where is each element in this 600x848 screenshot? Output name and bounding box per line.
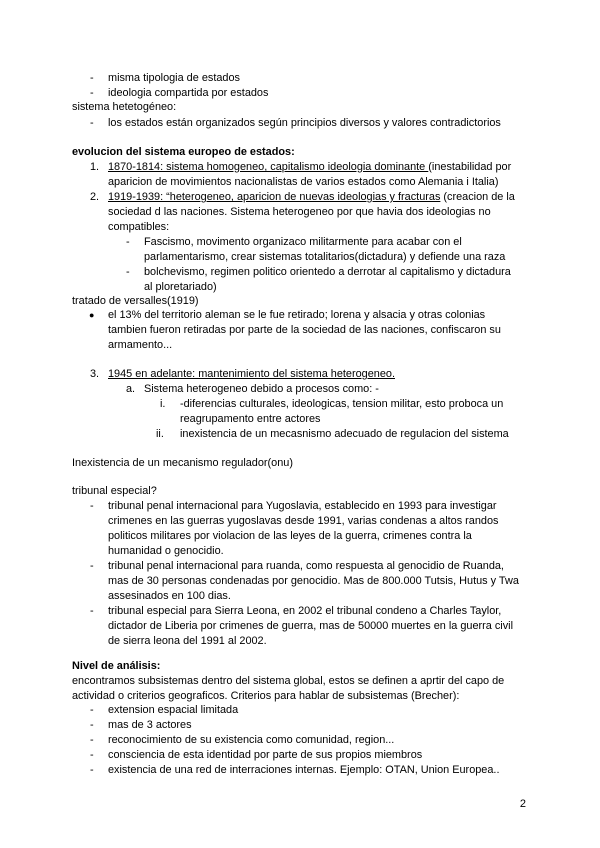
list-item-cont: humanidad o genocidio. bbox=[108, 545, 224, 557]
list-item: existencia de una red de interraciones internas. Ejemplo: OTAN, Union Europea.. bbox=[108, 764, 500, 776]
sub-item: Fascismo, movimento organizaco militarmente para acabar con el bbox=[144, 236, 462, 248]
dash-marker: - bbox=[90, 734, 94, 746]
underlined-text: 1919-1939: “heterogeneo, aparicion de nuevas ideologias y fracturas bbox=[108, 191, 441, 203]
section-heading: evolucion del sistema europeo de estados: bbox=[72, 146, 295, 158]
item-text: (creacion de la bbox=[440, 191, 515, 203]
roman-marker: i. bbox=[160, 398, 166, 410]
number-marker: 3. bbox=[90, 368, 100, 380]
dash-marker: - bbox=[90, 72, 94, 84]
sub-item: bolchevismo, regimen politico orientedo a derrotar al capitalismo y dictadura bbox=[144, 266, 511, 278]
underlined-text: 1945 en adelante: mantenimiento del sistema heterogeneo. bbox=[108, 368, 395, 380]
tribunal-label: tribunal especial? bbox=[72, 485, 157, 497]
sub-sub-item: inexistencia de un mecasnismo adecuado de regulacion del sistema bbox=[180, 428, 509, 440]
sub-item: Sistema heterogeneo debido a procesos como: - bbox=[144, 383, 379, 395]
list-item-cont: armamento... bbox=[108, 339, 173, 351]
list-item: misma tipologia de estados bbox=[108, 72, 240, 84]
list-item-cont: aparicion de movimientos nacionalistas de varios estados como Alemania i Italia) bbox=[108, 176, 499, 188]
list-item: extension espacial limitada bbox=[108, 704, 239, 716]
list-item-cont: politicos militares por violacion de las leyes de la guerra, crimenes contra la bbox=[108, 530, 472, 542]
list-item-cont: crimenes en las guerras yugoslavas desde 1991, varias condenas a altos randos bbox=[108, 515, 499, 527]
list-item: el 13% del territorio aleman se le fue retirado; lorena y alsacia y otras colonias bbox=[108, 309, 486, 321]
list-item: los estados están organizados según principios diversos y valores contradictorios bbox=[108, 117, 501, 129]
sub-sub-item-cont: reagrupamento entre actores bbox=[180, 413, 321, 425]
versalles-label: tratado de versalles(1919) bbox=[72, 295, 199, 307]
dash-marker: - bbox=[90, 87, 94, 99]
dash-marker: - bbox=[90, 764, 94, 776]
list-item-cont: dictador de Liberia por crimenes de guerra, mas de 50000 muertes en la guerra civil bbox=[108, 620, 513, 632]
item-text: (inestabilidad por bbox=[428, 161, 512, 173]
dash-marker: - bbox=[90, 749, 94, 761]
list-item: tribunal penal internacional para Yugoslavia, establecido en 1993 para investigar bbox=[108, 500, 497, 512]
paragraph: encontramos subsistemas dentro del sistema global, estos se definen a aprtir del capo de bbox=[72, 675, 505, 687]
paragraph: Inexistencia de un mecanismo regulador(onu) bbox=[72, 457, 293, 469]
dash-marker: - bbox=[90, 704, 94, 716]
number-marker: 1. bbox=[90, 161, 100, 173]
list-item bbox=[108, 190, 515, 205]
sub-sub-item: -diferencias culturales, ideologicas, tension militar, esto proboca un bbox=[180, 398, 504, 410]
list-item bbox=[108, 160, 511, 175]
roman-marker: ii. bbox=[156, 428, 164, 440]
dash-marker: - bbox=[126, 236, 130, 248]
dash-marker: - bbox=[126, 266, 130, 278]
sub-item-cont: al ploretariado) bbox=[144, 281, 217, 293]
dash-marker: - bbox=[90, 605, 94, 617]
paragraph-cont: actividad o criterios geograficos. Criterios para hablar de subsistemas (Brecher): bbox=[72, 690, 460, 702]
list-item-cont: mas de 30 personas condenadas por genocidio. Mas de 800.000 Tutsis, Hutus y Twa bbox=[108, 575, 519, 587]
list-item-cont: de sierra leona del 1991 al 2002. bbox=[108, 635, 267, 647]
list-item: consciencia de esta identidad por parte de sus propios miembros bbox=[108, 749, 423, 761]
sub-item-cont: parlamentarismo, crear sistemas totalitarios(dictadura) y defiende una raza bbox=[144, 251, 506, 263]
underlined-text: 1870-1814: sistema homogeneo, capitalismo ideologia dominante bbox=[108, 161, 429, 173]
dash-marker: - bbox=[90, 500, 94, 512]
list-item: reconocimiento de su existencia como comunidad, region... bbox=[108, 734, 395, 746]
letter-marker: a. bbox=[126, 383, 136, 395]
number-marker: 2. bbox=[90, 191, 100, 203]
bullet-marker: ● bbox=[89, 310, 95, 320]
dash-marker: - bbox=[90, 560, 94, 572]
list-item-cont: tambien fueron retiradas por parte de la sociedad de las naciones, confiscaron su bbox=[108, 324, 501, 336]
list-item: tribunal especial para Sierra Leona, en 2002 el tribunal condeno a Charles Taylor, bbox=[108, 605, 502, 617]
list-item: mas de 3 actores bbox=[108, 719, 192, 731]
dash-marker: - bbox=[90, 719, 94, 731]
hetero-label: sistema hetetogéneo: bbox=[72, 101, 177, 113]
dash-marker: - bbox=[90, 117, 94, 129]
list-item-cont: assesinados en 100 dias. bbox=[108, 590, 231, 602]
list-item: tribunal penal internacional para ruanda, como respuesta al genocidio de Ruanda, bbox=[108, 560, 504, 572]
page-number: 2 bbox=[519, 798, 526, 810]
list-item: ideologia compartida por estados bbox=[108, 87, 269, 99]
list-item-cont: compatibles: bbox=[108, 221, 170, 233]
section-heading: Nivel de análisis: bbox=[72, 660, 161, 672]
list-item-cont: sociedad d las naciones. Sistema heterogeneo por que havia dos ideologias no bbox=[108, 206, 491, 218]
